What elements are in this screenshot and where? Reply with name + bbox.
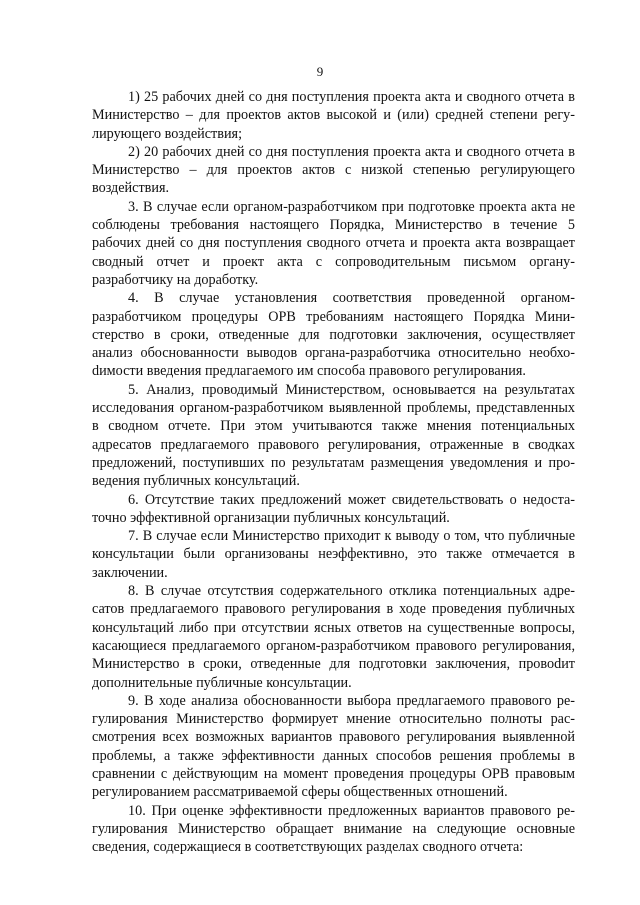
paragraph-4: 4. В случае установления соответствия проведенной органом-разработчиком процедуры ОРВ требованиям настоящего Порядка Министерство в сроки, отведенные для подготовки заключения, осуществляет анализ обоснованности выводов органа-разработчика относительно необхоdимости введения предлагаемого им способа правового регулирования. [92, 290, 575, 380]
paragraph-3: 3. В случае если органом-разработчиком при подготовке проекта акта не соблюдены требования настоящего Порядка, Министерство в течение 5 рабочих дней со дня поступления сводного отчета и проекта акта возвращает сводный отчет и проект акта с сопроводительным письмом органу-разработчику на доработку. [92, 198, 575, 288]
paragraph-1: 1) 25 рабочих дней со дня поступления проекта акта и сводного отчета в Министерство – для проектов актов высокой и (или) средней степени регулирующего воздействия; [92, 89, 575, 142]
paragraph-10: 10. При оценке эффективности предложенных вариантов правового регулирования Министерство обращает внимание на следующие основные сведения, содержащиеся в соответствующих разделах сводного отчета: [92, 802, 575, 856]
paragraph-7: 7. В случае если Министерство приходит к выводу о том, что публичные консультации были организованы неэффективно, это также отмечается в заключении. [92, 528, 575, 581]
paragraph-5: 5. Анализ, проводимый Министерством, основывается на результатах исследования органом-разработчиком выявленной проблемы, представленных в сводном отчете. При этом учитываются также мнения потенциальных адресатов предлагаемого правового регулирования, отраженные в сводках предложений, поступивших по результатам размещения уведомления и проведения публичных консультаций. [92, 381, 575, 490]
paragraph-6: 6. Отсутствие таких предложений может свидетельствовать о недостаточно эффективной организации публичных консультаций. [92, 491, 575, 526]
page-number: 9 [316, 64, 324, 79]
paragraph-2: 2) 20 рабочих дней со дня поступления проекта акта и сводного отчета в Министерство – для проектов актов с низкой степенью регулирующего воздействия. [92, 143, 575, 197]
document-body [92, 88, 575, 856]
paragraph-9: 9. В ходе анализа обоснованности выбора предлагаемого правового регулирования Министерство формирует мнение относительно полноты рассмотрения всех возможных вариантов правового регулирования выявленной проблемы, а также эффективности данных способов решения проблемы в сравнении с действующим на момент проведения процедуры ОРВ правовым регулированием рассматриваемой сферы общественных отношений. [92, 692, 575, 801]
paragraph-8: 8. В случае отсутствия содержательного отклика потенциальных адресатов предлагаемого правового регулирования в ходе проведения публичных консультаций либо при отсутствии ясных ответов на существенные вопросы, касающиеся предлагаемого органом-разработчиком правового регулирования, Министерство в сроки, отведенные для подготовки заключения, провоdит дополнительные публичные консультации. [92, 583, 575, 691]
